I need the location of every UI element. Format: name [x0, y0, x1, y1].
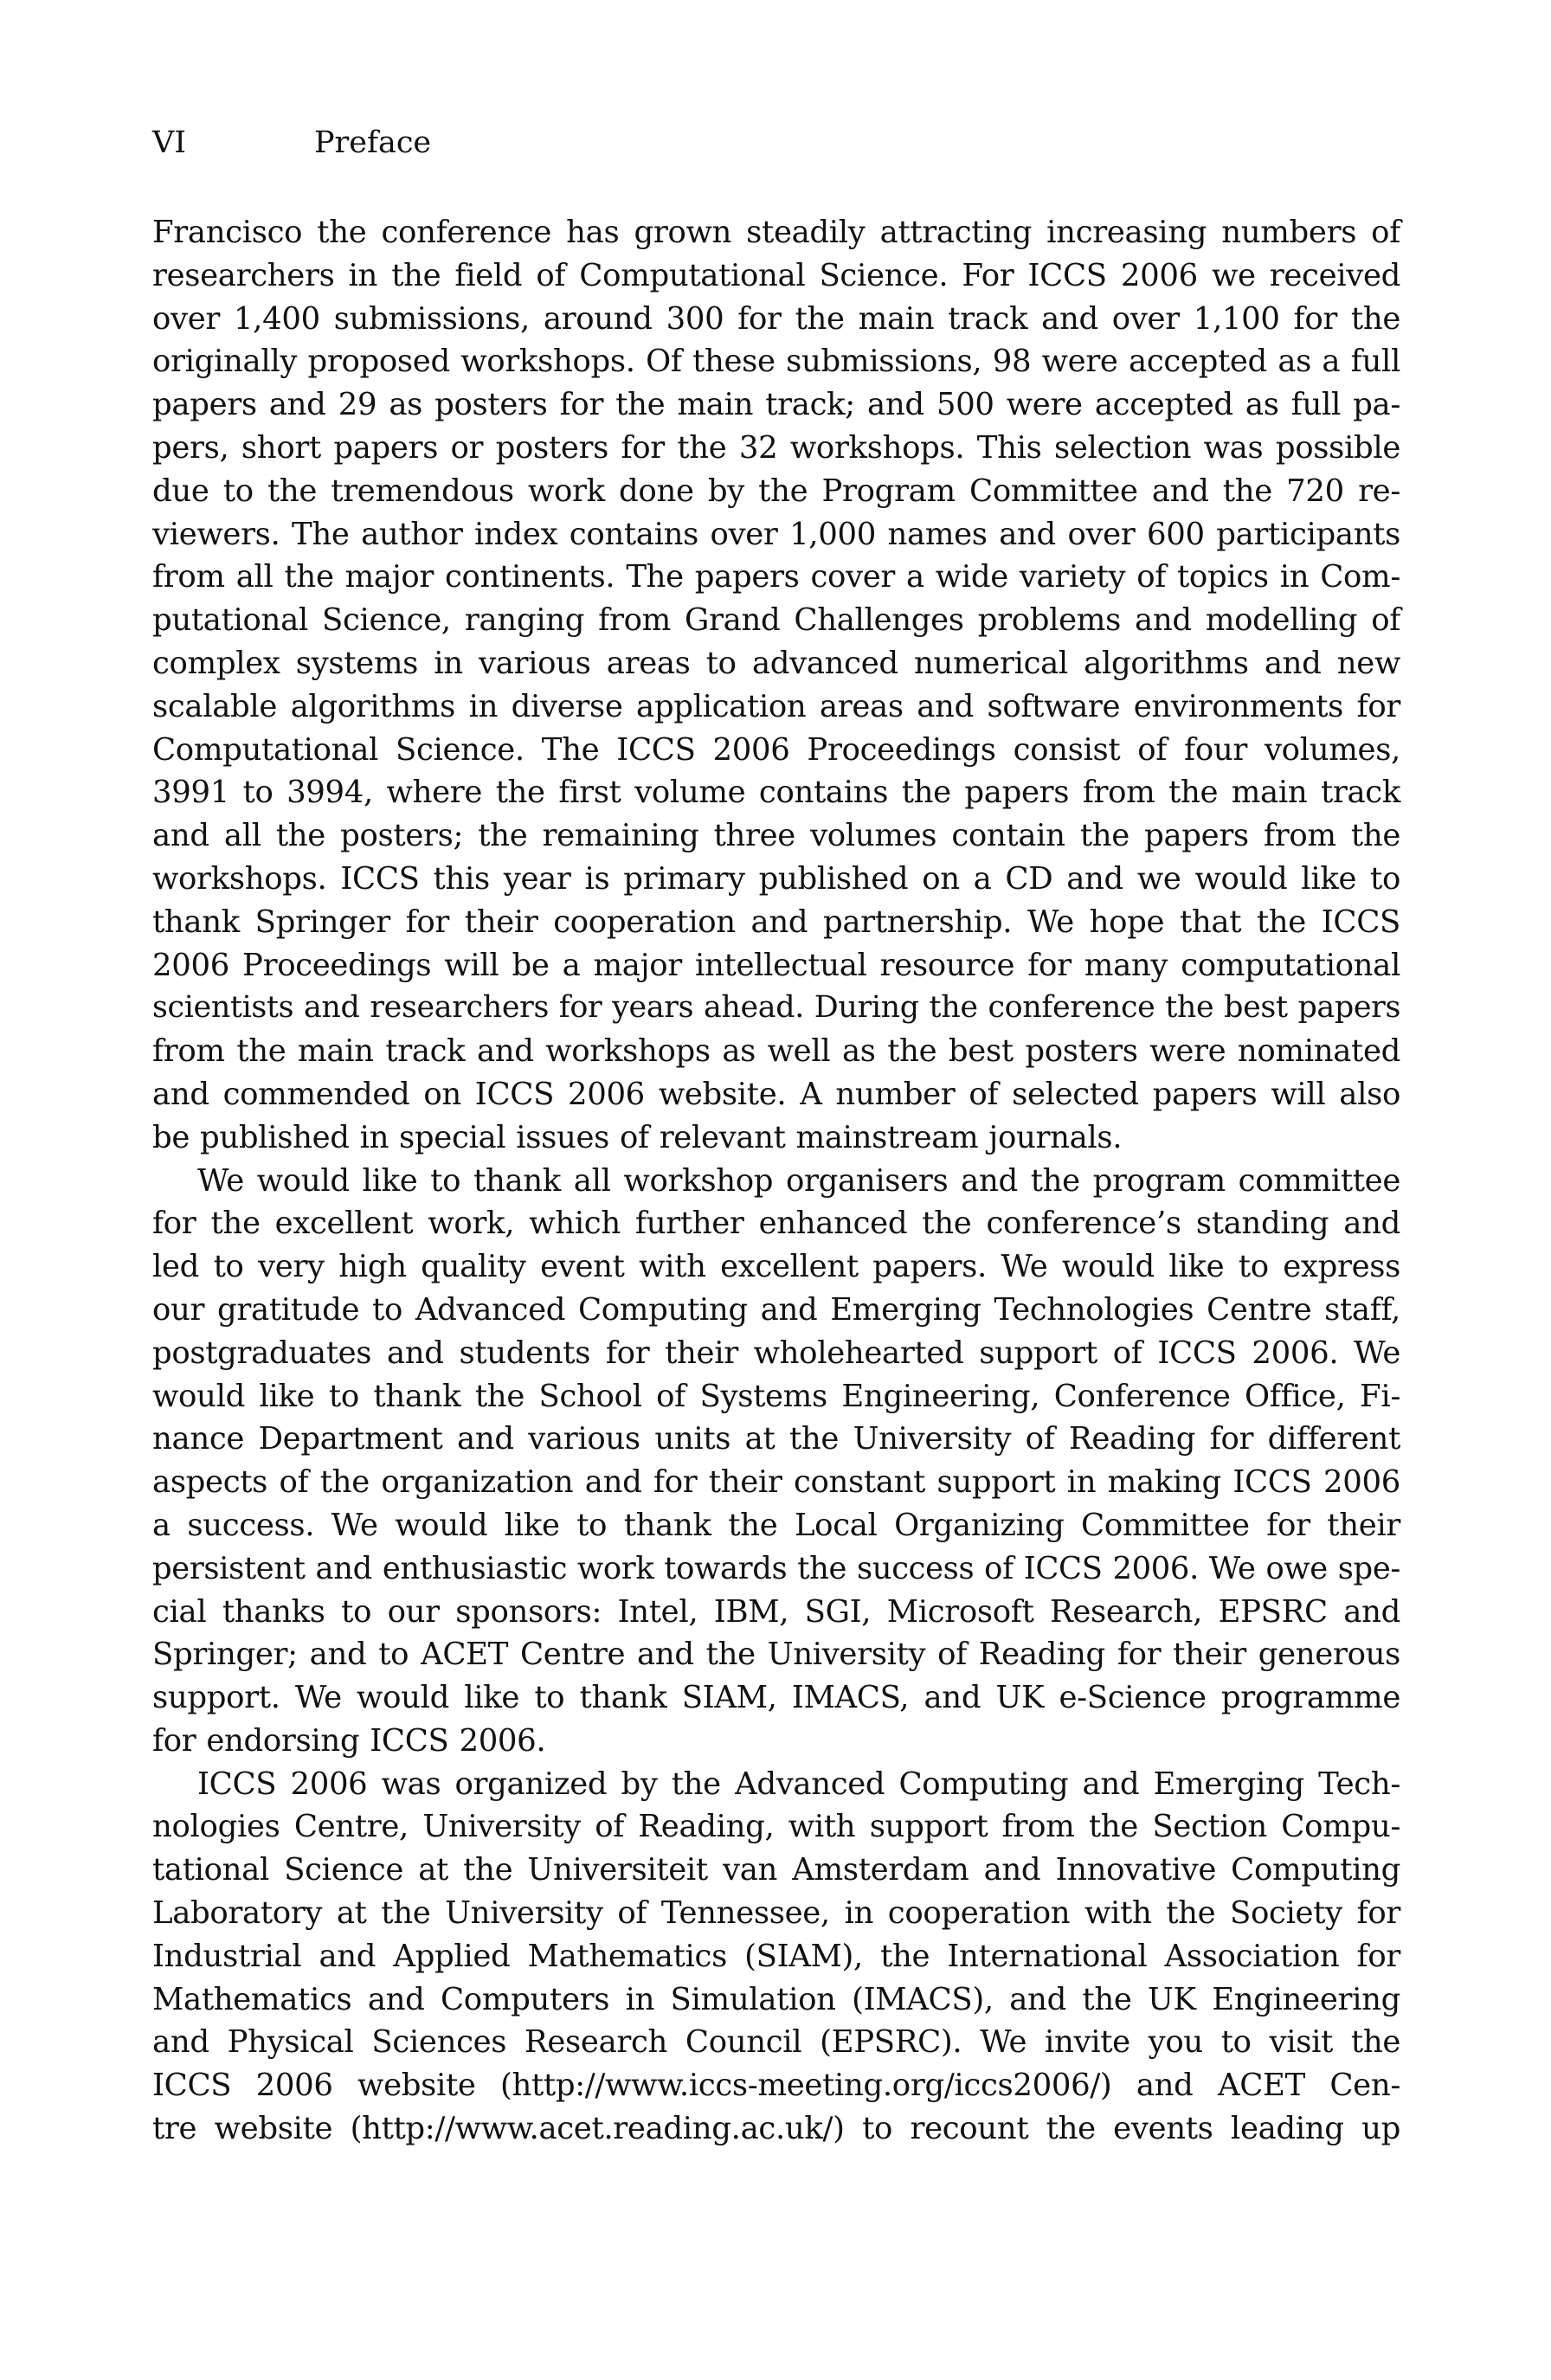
text-line-content: from the main track and workshops as well as the best posters were nominated	[152, 1033, 1400, 1070]
text-line-content: Laboratory at the University of Tennessee, in cooperation with the Society for	[152, 1895, 1400, 1932]
text-line	[152, 814, 1400, 858]
text-line-content: researchers in the field of Computational Science. For ICCS 2006 we received	[152, 257, 1400, 293]
text-line	[152, 1547, 1400, 1591]
text-line	[152, 340, 1400, 383]
text-line	[152, 685, 1400, 729]
text-line-content: originally proposed workshops. Of these submissions, 98 were accepted as a full	[152, 344, 1400, 380]
text-line	[152, 729, 1400, 772]
text-line	[152, 1461, 1400, 1504]
page-number: VI	[152, 125, 187, 160]
text-line	[152, 1245, 1400, 1289]
text-line	[152, 383, 1400, 427]
text-line-content: for endorsing ICCS 2006.	[152, 1722, 546, 1759]
text-line	[152, 1633, 1400, 1676]
text-line	[152, 1720, 1400, 1763]
section-title: Preface	[314, 125, 432, 160]
text-line	[152, 254, 1400, 298]
text-line	[152, 1116, 1400, 1160]
text-line-content: putational Science, ranging from Grand Challenges problems and modelling of	[152, 602, 1400, 639]
text-line	[152, 556, 1400, 599]
text-line	[152, 513, 1400, 556]
text-line-content: scalable algorithms in diverse application areas and software environments for	[152, 688, 1400, 724]
text-line	[152, 1160, 1400, 1203]
text-line-content: aspects of the organization and for their constant support in making ICCS 2006	[152, 1464, 1400, 1501]
text-line-content: scientists and researchers for years ahead. During the conference the best papers	[152, 990, 1400, 1026]
text-line-content: nance Department and various units at the University of Reading for different	[152, 1421, 1400, 1457]
text-line	[152, 987, 1400, 1030]
text-line-content: persistent and enthusiastic work towards the success of ICCS 2006. We owe spe-	[152, 1550, 1400, 1586]
text-line	[152, 1978, 1400, 2022]
text-line	[152, 1805, 1400, 1849]
text-line-content: be published in special issues of relevant mainstream journals.	[152, 1119, 1123, 1155]
text-line	[152, 1073, 1400, 1116]
text-line-content: Industrial and Applied Mathematics (SIAM), the International Association for	[152, 1938, 1400, 1974]
body-text	[152, 211, 1400, 2151]
paragraph	[152, 211, 1400, 1160]
text-line-content: viewers. The author index contains over 1,000 names and over 600 participants	[152, 516, 1400, 552]
text-line	[152, 1935, 1400, 1978]
text-line-content: support. We would like to thank SIAM, IMACS, and UK e-Science programme	[152, 1680, 1400, 1716]
text-line-content: from all the major continents. The papers cover a wide variety of topics in Com-	[152, 559, 1400, 595]
text-line	[152, 2064, 1400, 2107]
text-line-content: and all the posters; the remaining three volumes contain the papers from the	[152, 818, 1400, 854]
text-line-content: and Physical Sciences Research Council (EPSRC). We invite you to visit the	[152, 2024, 1400, 2061]
text-line	[152, 1418, 1400, 1461]
text-line-content: papers and 29 as posters for the main track; and 500 were accepted as full pa-	[152, 387, 1400, 423]
text-line	[152, 771, 1400, 814]
text-line-content: nologies Centre, University of Reading, with support from the Section Compu-	[152, 1809, 1400, 1845]
text-line-content: led to very high quality event with excellent papers. We would like to express	[152, 1249, 1400, 1285]
paragraph	[152, 1763, 1400, 2151]
text-line	[152, 1030, 1400, 1073]
text-line	[152, 427, 1400, 470]
text-line	[152, 1849, 1400, 1892]
text-line	[152, 858, 1400, 901]
text-line	[152, 1332, 1400, 1375]
text-line-content: over 1,400 submissions, around 300 for the main track and over 1,100 for the	[152, 300, 1400, 337]
text-line	[152, 1591, 1400, 1634]
text-line-content: We would like to thank all workshop organisers and the program committee	[197, 1162, 1400, 1199]
text-line	[152, 1892, 1400, 1935]
text-line-content: tational Science at the Universiteit van Amsterdam and Innovative Computing	[152, 1852, 1400, 1888]
text-line	[152, 470, 1400, 513]
text-line-content: would like to thank the School of Systems Engineering, Conference Office, Fi-	[152, 1378, 1400, 1414]
text-line-content: tre website (http://www.acet.reading.ac.uk/) to recount the events leading up	[152, 2111, 1400, 2147]
text-line-content: workshops. ICCS this year is primary published on a CD and we would like to	[152, 860, 1400, 897]
text-line-content: a success. We would like to thank the Local Organizing Committee for their	[152, 1507, 1400, 1543]
text-line-content: ICCS 2006 was organized by the Advanced Computing and Emerging Tech-	[197, 1766, 1400, 1802]
text-line-content: pers, short papers or posters for the 32 workshops. This selection was possible	[152, 429, 1400, 466]
text-line	[152, 642, 1400, 685]
text-line-content: for the excellent work, which further enhanced the conference’s standing and	[152, 1206, 1400, 1242]
text-line-content: 3991 to 3994, where the first volume contains the papers from the main track	[152, 775, 1400, 811]
text-line-content: postgraduates and students for their wholehearted support of ICCS 2006. We	[152, 1335, 1400, 1371]
text-line	[152, 1676, 1400, 1720]
text-line-content: due to the tremendous work done by the Program Committee and the 720 re-	[152, 473, 1400, 509]
text-line	[152, 1504, 1400, 1547]
text-line-content: Mathematics and Computers in Simulation (IMACS), and the UK Engineering	[152, 1981, 1400, 2017]
text-line	[152, 901, 1400, 944]
text-line	[152, 944, 1400, 987]
text-line	[152, 2021, 1400, 2064]
text-line-content: and commended on ICCS 2006 website. A number of selected papers will also	[152, 1076, 1400, 1112]
text-line	[152, 298, 1400, 341]
text-line-content: Francisco the conference has grown steadily attracting increasing numbers of	[152, 215, 1400, 250]
text-line	[152, 1763, 1400, 1806]
text-line	[152, 599, 1400, 642]
text-line-content: our gratitude to Advanced Computing and Emerging Technologies Centre staff,	[152, 1291, 1400, 1328]
paragraph	[152, 1160, 1400, 1763]
text-line	[152, 211, 1400, 254]
text-line-content: thank Springer for their cooperation and partnership. We hope that the ICCS	[152, 904, 1400, 940]
text-line-content: cial thanks to our sponsors: Intel, IBM, SGI, Microsoft Research, EPSRC and	[152, 1593, 1400, 1630]
running-head	[152, 121, 1400, 164]
text-line-content: ICCS 2006 website (http://www.iccs-meeting.org/iccs2006/) and ACET Cen-	[152, 2068, 1400, 2104]
text-line-content: complex systems in various areas to advanced numerical algorithms and new	[152, 645, 1400, 681]
text-line-content: 2006 Proceedings will be a major intellectual resource for many computational	[152, 947, 1400, 983]
text-line	[152, 1289, 1400, 1332]
text-line	[152, 2107, 1400, 2151]
text-line-content: Springer; and to ACET Centre and the University of Reading for their generous	[152, 1637, 1400, 1673]
text-line	[152, 1375, 1400, 1418]
text-line	[152, 1202, 1400, 1245]
text-line-content: Computational Science. The ICCS 2006 Proceedings consist of four volumes,	[152, 731, 1400, 768]
